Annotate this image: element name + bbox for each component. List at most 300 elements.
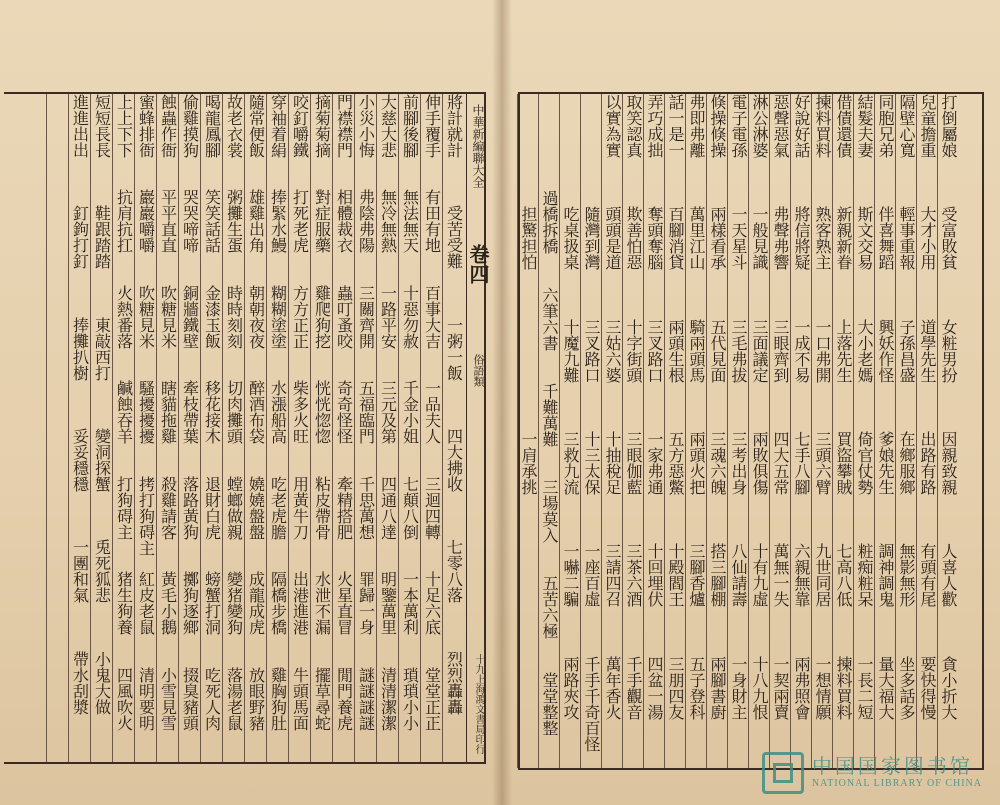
left-phrase: 堂堂正正 [422,666,442,731]
right-phrase: 兩頭生根 [666,318,685,383]
right-phrase: 九世同居 [813,543,832,608]
left-phrase: 隔橋步橋 [268,571,288,636]
left-phrase [47,317,68,428]
right-phrase: 有頭有尾 [918,543,937,608]
left-phrase: 謎謎謎謎 [356,666,376,731]
left-phrase [47,428,68,539]
right-phrase: 五代見面 [708,318,727,383]
left-column [134,94,156,762]
right-phrase: 斯文交易 [855,206,874,271]
right-column [811,94,832,768]
left-column [398,94,420,762]
left-phrase: 喝龍鳳腳 [202,94,222,158]
left-phrase: 清明要明 [136,666,156,731]
left-phrase: 擲狗逐鄉 [180,571,200,636]
left-phrase: 百事大吉 [422,284,442,349]
left-column [112,94,134,762]
left-phrase: 摘菊菊摘 [312,94,332,158]
right-column [916,94,937,768]
left-phrase: 瑣瑣小小 [400,666,420,731]
right-phrase: 十回埋伏 [645,543,664,608]
left-phrase: 退財白虎 [202,475,222,540]
watermark-chinese: 中国国家图书馆 [811,754,973,778]
left-phrase: 帶水刮漿 [70,650,90,715]
left-column [244,94,266,762]
left-phrase: 吃死人肉 [202,666,222,731]
left-phrase: 朝朝夜夜 [246,284,266,349]
left-column [200,94,222,762]
left-phrase: 穿袖着絹 [268,94,288,158]
right-phrase: 八仙請壽 [729,543,748,608]
right-phrase: 同胞兄弟 [876,94,895,158]
right-phrase: 上落先生 [834,318,853,383]
right-phrase: 三考出身 [729,430,748,495]
left-phrase: 落路黃狗 [180,475,200,540]
right-column [538,94,559,768]
right-column [748,94,769,768]
right-phrase [518,94,538,206]
left-phrase: 小鬼大做 [92,650,112,715]
right-phrase: 粧痴粧呆 [855,543,874,608]
right-phrase: 一契兩賣 [771,655,790,720]
left-phrase: 哭哭啼啼 [180,189,200,254]
book-spine [492,0,512,805]
left-phrase: 猪生狗養 [114,571,134,636]
left-phrase: 恍恍惚惚 [312,380,332,445]
left-phrase: 妥妥穩穩 [70,427,90,492]
right-phrase: 以實為實 [603,94,622,158]
right-phrase: 三叉路口 [582,318,601,383]
right-column [664,94,685,768]
left-phrase: 奇奇怪怪 [334,380,354,445]
right-text-columns [520,94,958,768]
right-phrase: 興妖作怪 [876,318,895,383]
right-phrase: 担驚担怕 [519,206,538,271]
right-phrase: 兩腳書廚 [708,655,727,720]
right-column [853,94,874,768]
left-phrase: 捧攤扒樹 [70,316,90,381]
page-number-value: 十九 [473,654,484,674]
left-phrase [47,539,68,650]
left-phrase: 落湯老鼠 [224,666,244,731]
right-phrase: 出路有路 [918,430,937,495]
left-phrase: 黃毛小鵝 [158,571,178,636]
left-column [376,94,398,762]
right-column [832,94,853,768]
right-phrase: 三叉路口 [645,318,664,383]
right-phrase: 坐多話多 [897,655,916,720]
left-phrase: 七零八落 [444,539,464,604]
left-phrase: 一路平安 [378,284,398,349]
page-number [467,654,489,754]
left-phrase: 銅牆鐵壁 [180,284,200,349]
right-phrase: 淋公淋婆 [750,94,769,158]
right-phrase: 揀料買料 [834,655,853,720]
library-logo-icon [762,752,804,794]
right-phrase: 三場莫入 [540,479,559,544]
right-phrase: 三腳香爐 [687,543,706,608]
left-phrase: 掇臭豬頭 [180,666,200,731]
right-phrase: 三頭六臂 [813,430,832,495]
left-column [46,94,68,762]
right-phrase: 過橋拆橋 [540,190,559,255]
left-phrase: 小災小悔 [356,94,376,158]
right-phrase [560,94,580,206]
right-phrase: 頭頭是道 [603,206,622,271]
right-phrase: 打倒屬娘 [939,94,958,158]
right-phrase: 一嚇二騙 [561,543,580,608]
right-phrase: 道學先生 [918,318,937,383]
right-phrase: 弄巧成拙 [645,94,664,158]
right-phrase: 大小老媽 [855,318,874,383]
left-phrase: 四大拂收 [444,427,464,492]
left-phrase: 烈烈轟轟 [444,650,464,715]
right-phrase: 十魔九難 [561,318,580,383]
left-phrase: 三迴四轉 [422,475,442,540]
right-phrase: 千難萬難 [540,382,559,447]
right-phrase: 借債還債 [834,94,853,158]
left-phrase: 粥攤生蛋 [224,189,244,254]
left-phrase: 一粥一飯 [444,316,464,381]
right-phrase: 買盜攀賊 [834,430,853,495]
left-phrase: 巖巖嚼嚼 [136,189,156,254]
right-phrase: 新親新眷 [834,206,853,271]
right-phrase: 取笑認真 [624,94,643,158]
right-phrase: 將信將疑 [792,206,811,271]
left-phrase [47,94,68,205]
right-column [895,94,916,768]
right-phrase: 兒童擔重 [918,94,937,158]
right-phrase: 兩路夾攻 [561,655,580,720]
volume-label: 卷四 [466,244,490,284]
left-phrase: 釘鉤打釘 [70,205,90,270]
left-phrase: 將計就計 [444,94,464,158]
left-phrase: 閒門養虎 [334,666,354,731]
right-phrase: 輕事重報 [897,206,916,271]
left-column [420,94,442,762]
right-phrase: 兩敗俱傷 [750,430,769,495]
right-phrase: 人喜人歡 [939,543,958,608]
right-phrase: 大才小用 [918,206,937,271]
left-column [178,94,200,762]
right-phrase: 子孫昌盛 [897,318,916,383]
left-phrase: 螃蟹打洞 [202,571,222,636]
left-phrase: 放眼野豬 [246,666,266,731]
left-phrase: 拷打狗碍主 [136,475,156,556]
right-phrase [539,94,559,190]
library-watermark [762,751,982,795]
right-phrase: 話一是一 [666,94,685,158]
left-phrase: 切肉攤頭 [224,380,244,445]
right-phrase: 四大五常 [771,430,790,495]
left-phrase: 故老衣裳 [224,94,244,158]
left-column [288,94,310,762]
left-phrase: 雞胸狗肚 [268,666,288,731]
left-phrase: 上上下下 [114,94,134,158]
right-phrase: 調神調鬼 [876,543,895,608]
right-phrase: 三姑六婆 [603,318,622,383]
page-gutter [466,94,489,762]
right-phrase: 萬年香火 [603,655,622,720]
right-column [601,94,622,768]
right-phrase: 好說好話 [792,94,811,158]
right-phrase: 騎兩頭馬 [687,318,706,383]
right-phrase: 量大福大 [876,655,895,720]
left-phrase: 咬釘嚼鐵 [290,94,310,158]
right-phrase: 三魂六魄 [708,430,727,495]
left-column [354,94,376,762]
right-phrase: 隔壁心寬 [897,94,916,158]
right-phrase: 結髮夫妻 [855,94,874,158]
right-phrase: 一天星斗 [729,206,748,271]
left-phrase: 螳螂做親 [224,475,244,540]
left-phrase: 火熱番落 [114,284,134,349]
right-phrase: 三眼伽藍 [624,430,643,495]
right-phrase: 七高八低 [834,543,853,608]
left-phrase: 千思萬想 [356,475,376,540]
right-phrase: 倏操倏操 [708,94,727,158]
left-phrase: 短短長長 [92,94,112,158]
left-phrase: 雞爬狗挖 [312,284,332,349]
right-column [559,94,580,768]
right-phrase: 四盆一湯 [645,655,664,720]
left-phrase [47,651,68,762]
right-phrase: 揀料買料 [813,94,832,158]
right-phrase: 在鄉服鄉 [897,430,916,495]
left-phrase: 清清潔潔 [378,666,398,731]
right-phrase: 三茶六酒 [624,543,643,608]
printer-label: 上海鴻文書局印行 [473,674,484,754]
right-phrase: 弗即弗離 [687,94,706,158]
left-phrase: 時時刻刻 [224,284,244,349]
left-phrase: 用黃牛刀 [290,475,310,540]
left-phrase: 隨常便飯 [246,94,266,158]
left-phrase: 吹糖見米 [158,284,178,349]
left-phrase: 牛頭馬面 [290,666,310,731]
right-phrase: 因親致親 [939,430,958,495]
right-phrase: 十抽稅足 [603,430,622,495]
right-column [727,94,748,768]
left-phrase: 對症服藥 [312,189,332,254]
left-phrase: 四風吹火 [114,666,134,731]
right-phrase: 堂堂整整 [540,671,559,736]
right-phrase: 惡聲惡氣 [771,94,790,158]
left-phrase: 明鑒萬里 [378,571,398,636]
right-phrase: 搭三腳棚 [708,543,727,608]
right-phrase: 三面議定 [750,318,769,383]
left-phrase: 鹹蝕吞羊 [114,380,134,445]
left-phrase: 十足六底 [422,571,442,636]
book-title: 中華新編聯大全 [471,104,485,188]
right-phrase: 一身財主 [729,655,748,720]
left-phrase: 粘皮帶骨 [312,475,332,540]
right-column [622,94,643,768]
left-phrase: 打死老虎 [290,189,310,254]
right-phrase: 一般見識 [750,206,769,271]
left-phrase: 笑笑話話 [202,189,222,254]
right-phrase: 千手千奇百怪 [582,655,601,752]
right-phrase: 一成不易 [792,318,811,383]
left-phrase: 捧緊水鰻 [268,189,288,254]
left-phrase: 前腳後腳 [400,94,420,158]
left-phrase: 十惡勿赦 [400,284,420,349]
right-phrase: 百腳消貸 [666,206,685,271]
right-phrase: 兩頭火把 [687,430,706,495]
right-phrase: 兩樣看承 [708,206,727,271]
left-column [332,94,354,762]
right-phrase [518,319,538,431]
right-phrase [518,656,538,768]
right-phrase: 一座百虛 [582,543,601,608]
right-phrase [581,94,601,206]
left-phrase: 糊糊塗塗 [268,284,288,349]
right-phrase: 吃桌扱桌 [561,206,580,271]
right-phrase: 三請四召 [603,543,622,608]
left-phrase: 醉酒布袋 [246,380,266,445]
left-column [310,94,332,762]
right-phrase: 三救九流 [561,430,580,495]
left-phrase: 伸手覆手 [422,94,442,158]
right-phrase: 熟客熟主 [813,206,832,271]
left-phrase: 蜜蜂排衙 [136,94,156,158]
left-phrase: 門襟襟門 [334,94,354,158]
right-phrase: 一長二短 [855,655,874,720]
right-column [769,94,790,768]
left-phrase: 平平直直 [158,189,178,254]
right-phrase: 伴喜舞蹈 [876,206,895,271]
left-phrase: 有田有地 [422,189,442,254]
right-phrase: 千手觀音 [624,655,643,720]
left-phrase: 兎死狐悲 [92,539,112,604]
left-phrase: 殺雞請客 [158,475,178,540]
right-column [580,94,601,768]
left-phrase: 罪歸一身 [356,571,376,636]
left-phrase: 金漆玉飯 [202,284,222,349]
left-phrase: 小雪見雪 [158,666,178,731]
left-phrase: 柴多火旺 [290,380,310,445]
left-phrase: 成龍成虎 [246,571,266,636]
right-phrase: 五苦六極 [540,575,559,640]
left-phrase: 方方正正 [290,284,310,349]
right-phrase: 十三太保 [582,430,601,495]
right-phrase: 十殿閻王 [666,543,685,608]
right-phrase: 一肩承挑 [519,430,538,495]
left-phrase: 無冷無熱 [378,189,398,254]
right-phrase: 隨灣到灣 [582,206,601,271]
right-column [685,94,706,768]
left-phrase: 千金小姐 [400,380,420,445]
right-phrase: 六筆六書 [540,286,559,351]
left-phrase: 變洞探蟹 [92,427,112,492]
left-column [156,94,178,762]
right-phrase: 六親無靠 [792,543,811,608]
left-phrase: 騷擾擾擾 [136,380,156,445]
right-phrase: 三朋四友 [666,655,685,720]
left-phrase: 雄雞出角 [246,189,266,254]
left-phrase: 出港進港 [290,571,310,636]
left-phrase: 東敲西打 [92,316,112,381]
left-phrase: 七顛八倒 [400,475,420,540]
right-phrase: 爹娘先生 [876,430,895,495]
right-phrase: 電子電孫 [729,94,748,158]
left-phrase: 瞎貓拖雞 [158,380,178,445]
left-phrase: 火星直冒 [334,571,354,636]
right-phrase: 五子登科 [687,655,706,720]
left-phrase: 五福臨門 [356,380,376,445]
right-column [937,94,958,768]
left-phrase: 弗陰弗陽 [356,189,376,254]
right-phrase: 欺善怕惡 [624,206,643,271]
right-phrase: 萬無一失 [771,543,790,608]
left-phrase: 蝕蟲作衙 [158,94,178,158]
right-column [643,94,664,768]
left-phrase: 鞋跟踏踏 [92,205,112,270]
left-phrase: 牽精搭肥 [334,475,354,540]
right-phrase: 七手八腳 [792,430,811,495]
left-phrase: 三元及第 [378,380,398,445]
section-label: 俗語類 [472,354,485,387]
left-column [266,94,288,762]
right-phrase: 倚官仗勢 [855,430,874,495]
right-phrase [518,543,538,655]
right-phrase: 五方惡鱉 [666,430,685,495]
right-phrase: 女粧男扮 [939,318,958,383]
left-phrase: 牽枝帶葉 [180,380,200,445]
left-phrase: 吹糖見米 [136,284,156,349]
right-phrase: 十有九虛 [750,543,769,608]
left-column [90,94,112,762]
left-phrase: 移花接木 [202,380,222,445]
left-phrase: 抗肩抗扛 [114,189,134,254]
left-phrase: 大慈大悲 [378,94,398,158]
right-phrase: 弗聲弗響 [771,206,790,271]
left-text-columns [6,94,464,762]
right-phrase: 三眼齊到 [771,318,790,383]
left-phrase: 一品夫人 [422,380,442,445]
left-column [222,94,244,762]
left-column [442,94,464,762]
left-phrase [47,205,68,316]
right-phrase: 一家弗通 [645,430,664,495]
right-phrase: 十八九恨 [750,655,769,720]
right-column [790,94,811,768]
right-phrase: 要快得慢 [918,655,937,720]
right-phrase: 一口弗開 [813,318,832,383]
left-phrase: 四通八達 [378,475,398,540]
left-phrase: 無法無天 [400,189,420,254]
right-column [874,94,895,768]
left-phrase: 一團和氣 [70,539,90,604]
left-phrase: 相體裁衣 [334,189,354,254]
left-phrase: 偷雞摸狗 [180,94,200,158]
left-phrase: 變猪變狗 [224,571,244,636]
left-phrase: 一本萬利 [400,571,420,636]
right-phrase: 無影無形 [897,543,916,608]
watermark-english: NATIONAL LIBRARY OF CHINA [811,778,982,789]
right-phrase: 受富敗貧 [939,206,958,271]
left-phrase: 紅皮老鼠 [136,571,156,636]
left-phrase: 打狗碍主 [114,475,134,540]
right-column [517,94,538,768]
left-phrase: 擺草尋蛇 [312,666,332,731]
right-phrase: 貪小折大 [939,655,958,720]
right-phrase: 兩弗照會 [792,655,811,720]
right-phrase: 十字街頭 [624,318,643,383]
left-phrase: 嬈嬈盤盤 [246,475,266,540]
left-phrase: 受苦受難 [444,205,464,270]
left-phrase: 水泄不漏 [312,571,332,636]
right-phrase: 萬里江山 [687,206,706,271]
